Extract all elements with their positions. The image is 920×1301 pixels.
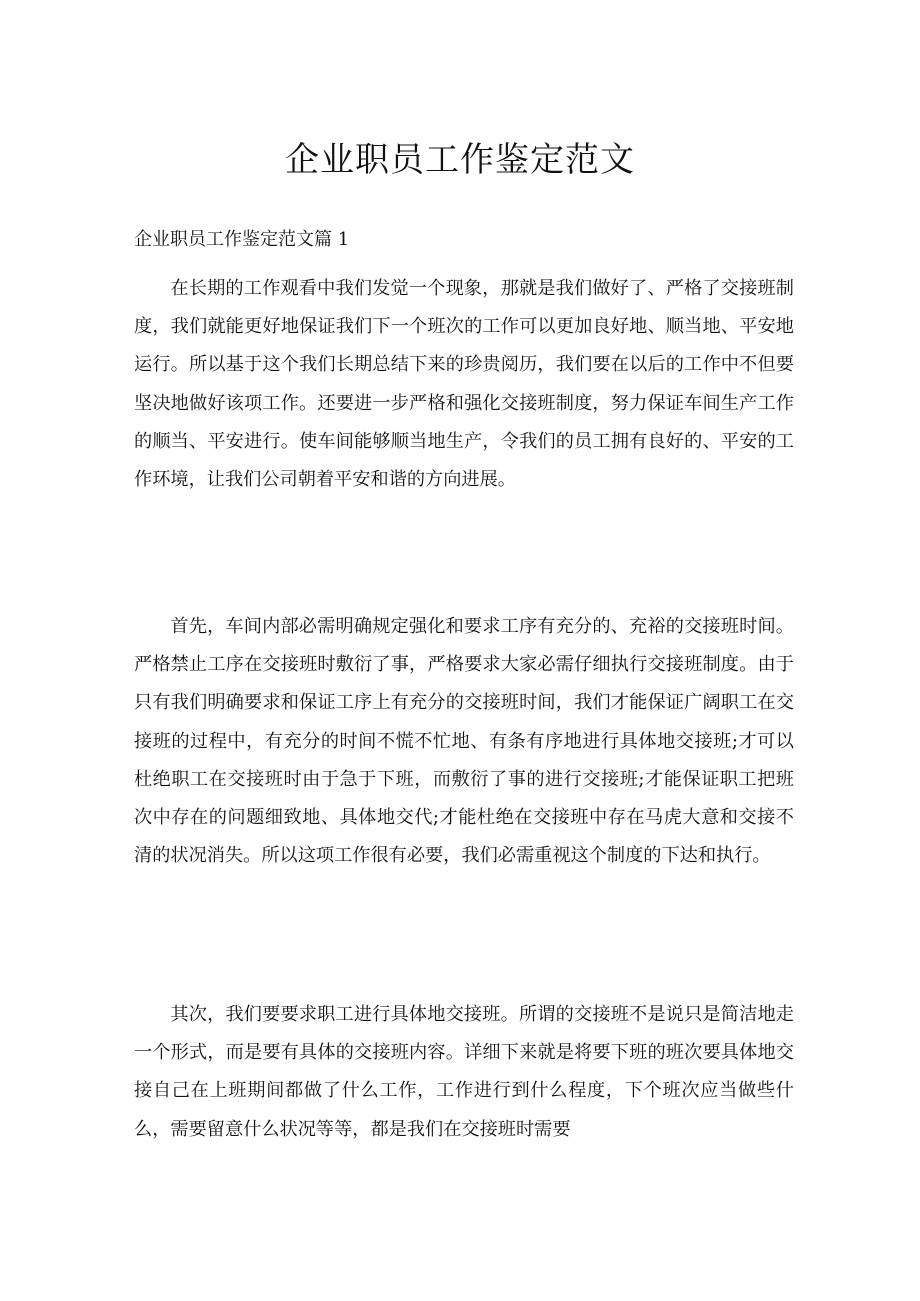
paragraph-2: 首先，车间内部必需明确规定强化和要求工序有充分的、充裕的交接班时间。严格禁止工序在交接班时敷衍了事，严格要求大家必需仔细执行交接班制度。由于只有我们明确要求和保证工序上有充分的交接班时间，我们才能保证广阔职工在交接班的过程中，有充分的时间不慌不忙地、有条有序地进行具体地交接班;才可以杜绝职工在交接班时由于急于下班，而敷衍了事的进行交接班;才能保证职工把班次中存在的问题细致地、具体地交代;才能杜绝在交接班中存在马虎大意和交接不清的状况消失。所以这项工作很有必要，我们必需重视这个制度的下达和执行。 — [134, 616, 794, 867]
document-title: 企业职员工作鉴定范文 — [285, 140, 635, 180]
section-heading: 企业职员工作鉴定范文篇 1 — [134, 229, 350, 250]
paragraph-1: 在长期的工作观看中我们发觉一个现象，那就是我们做好了、严格了交接班制度，我们就能更好地保证我们下一个班次的工作可以更加良好地、顺当地、平安地运行。所以基于这个我们长期总结下来的珍贵阅历，我们要在以后的工作中不但要坚决地做好该项工作。还要进一步严格和强化交接班制度，努力保证车间生产工作的顺当、平安进行。使车间能够顺当地生产，令我们的员工拥有良好的、平安的工作环境，让我们公司朝着平安和谐的方向进展。 — [134, 278, 794, 491]
paragraph-3: 其次，我们要要求职工进行具体地交接班。所谓的交接班不是说只是简洁地走一个形式，而是要有具体的交接班内容。详细下来就是将要下班的班次要具体地交接自己在上班期间都做了什么工作，工作进行到什么程度，下个班次应当做些什么，需要留意什么状况等等，都是我们在交接班时需要 — [134, 1004, 794, 1140]
